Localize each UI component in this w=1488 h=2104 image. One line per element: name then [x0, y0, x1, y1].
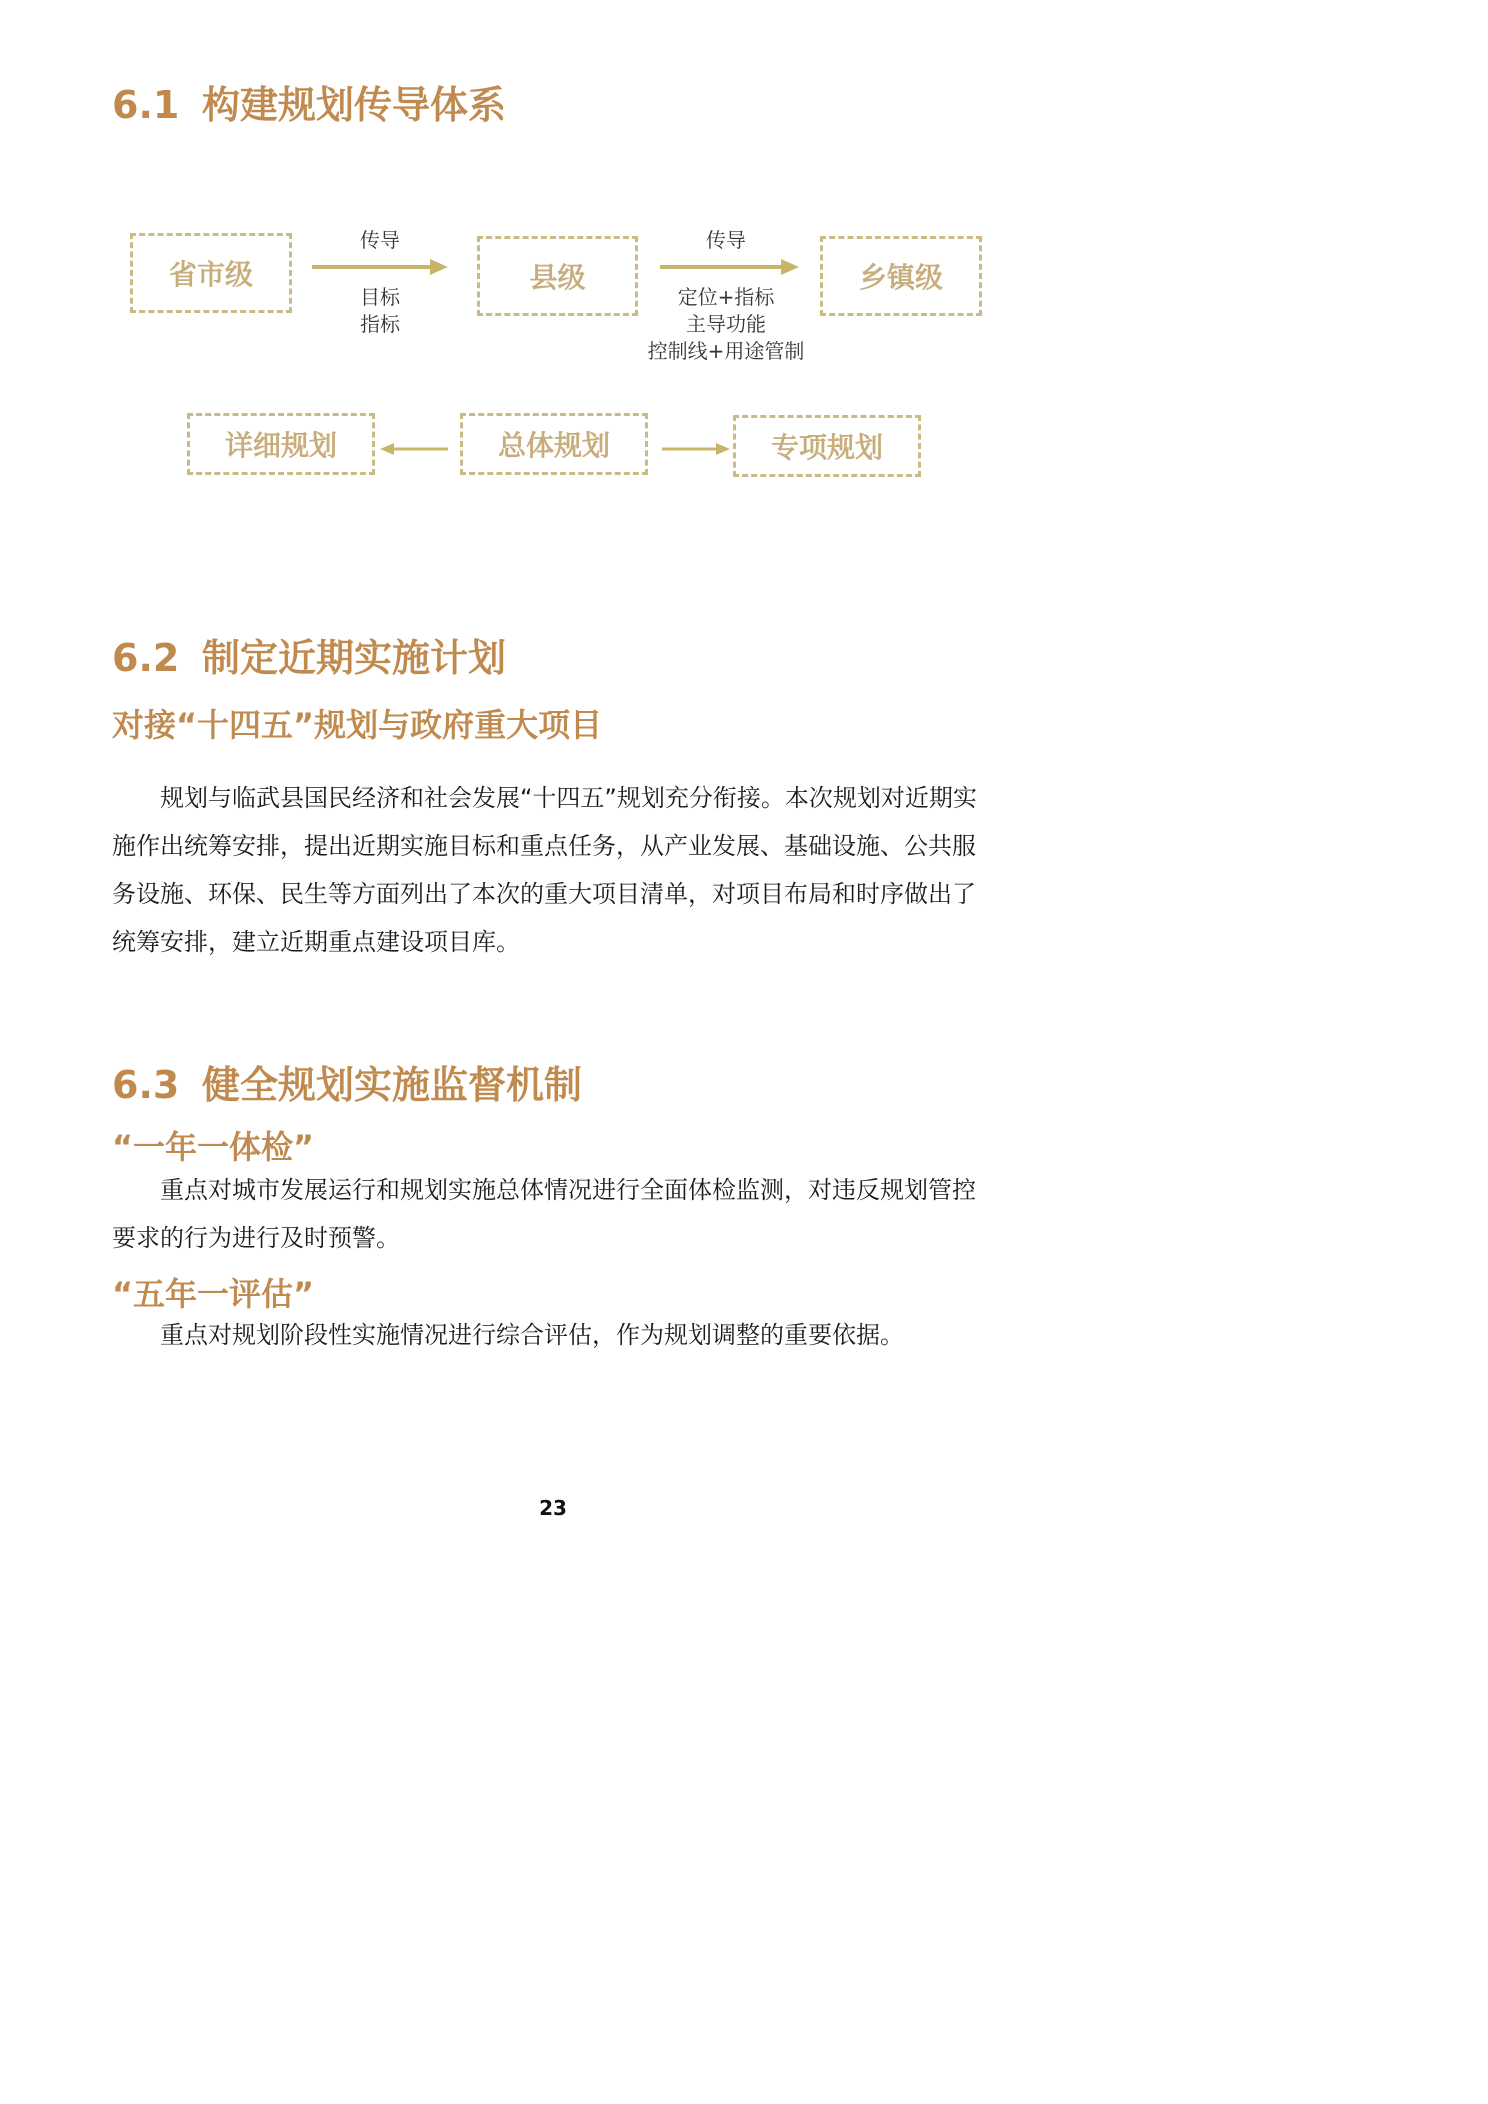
arrow2-line-1: 定位+指标 [677, 285, 775, 309]
arrow2-line-3: 控制线+用途管制 [647, 339, 805, 363]
arrow-head-icon [716, 443, 730, 455]
arrow2-line-2: 主导功能 [686, 312, 766, 336]
section-6-3-number: 6.3 [112, 1063, 180, 1107]
level-box-township: 乡镇级 [820, 236, 982, 316]
arrow-head-icon [380, 443, 394, 455]
section-6-2-paragraph: 规划与临武县国民经济和社会发展“十四五”规划充分衔接。本次规划对近期实施作出统筹安排，提出近期实施目标和重点任务，从产业发展、基础设施、公共服务设施、环保、民生等方面列出了本次的重大项目清单，对项目布局和时序做出了统筹安排，建立近期重点建设项目库。 [112, 784, 977, 956]
arrow1-line-1: 目标 [360, 285, 400, 309]
section-6-1-number: 6.1 [112, 83, 180, 127]
section-6-3-title: 健全规划实施监督机制 [202, 1063, 583, 1107]
plan-box-special: 专项规划 [733, 415, 921, 477]
arrow-head-icon [781, 259, 799, 275]
page-number: 23 [539, 1496, 567, 1520]
section-6-3-heading [112, 1063, 583, 1107]
section-6-1-title: 构建规划传导体系 [202, 83, 507, 127]
arrow1-line-2: 指标 [360, 312, 400, 336]
level-box-county: 县级 [477, 236, 638, 316]
plan-box-detailed: 详细规划 [187, 413, 375, 475]
section-6-2-number: 6.2 [112, 636, 180, 680]
arrow2-top-label: 传导 [706, 228, 746, 252]
section-6-2-heading [112, 636, 507, 680]
five-year-evaluation-text: 重点对规划阶段性实施情况进行综合评估，作为规划调整的重要依据。 [160, 1321, 904, 1349]
annual-checkup-text: 重点对城市发展运行和规划实施总体情况进行全面体检监测，对违反规划管控要求的行为进行及时预警。 [112, 1176, 976, 1252]
annual-checkup-title: “一年一体检” [112, 1128, 315, 1166]
plan-box-master: 总体规划 [460, 413, 648, 475]
arrow1-bottom-label [330, 284, 430, 338]
arrow1-top-label: 传导 [360, 228, 400, 252]
section-6-2-subtitle: 对接“十四五”规划与政府重大项目 [112, 706, 603, 744]
arrow-head-icon [430, 259, 448, 275]
level-box-province-city: 省市级 [130, 233, 292, 313]
section-6-2-title: 制定近期实施计划 [202, 636, 507, 680]
arrow2-bottom-label [626, 284, 826, 365]
five-year-evaluation-title: “五年一评估” [112, 1275, 315, 1313]
